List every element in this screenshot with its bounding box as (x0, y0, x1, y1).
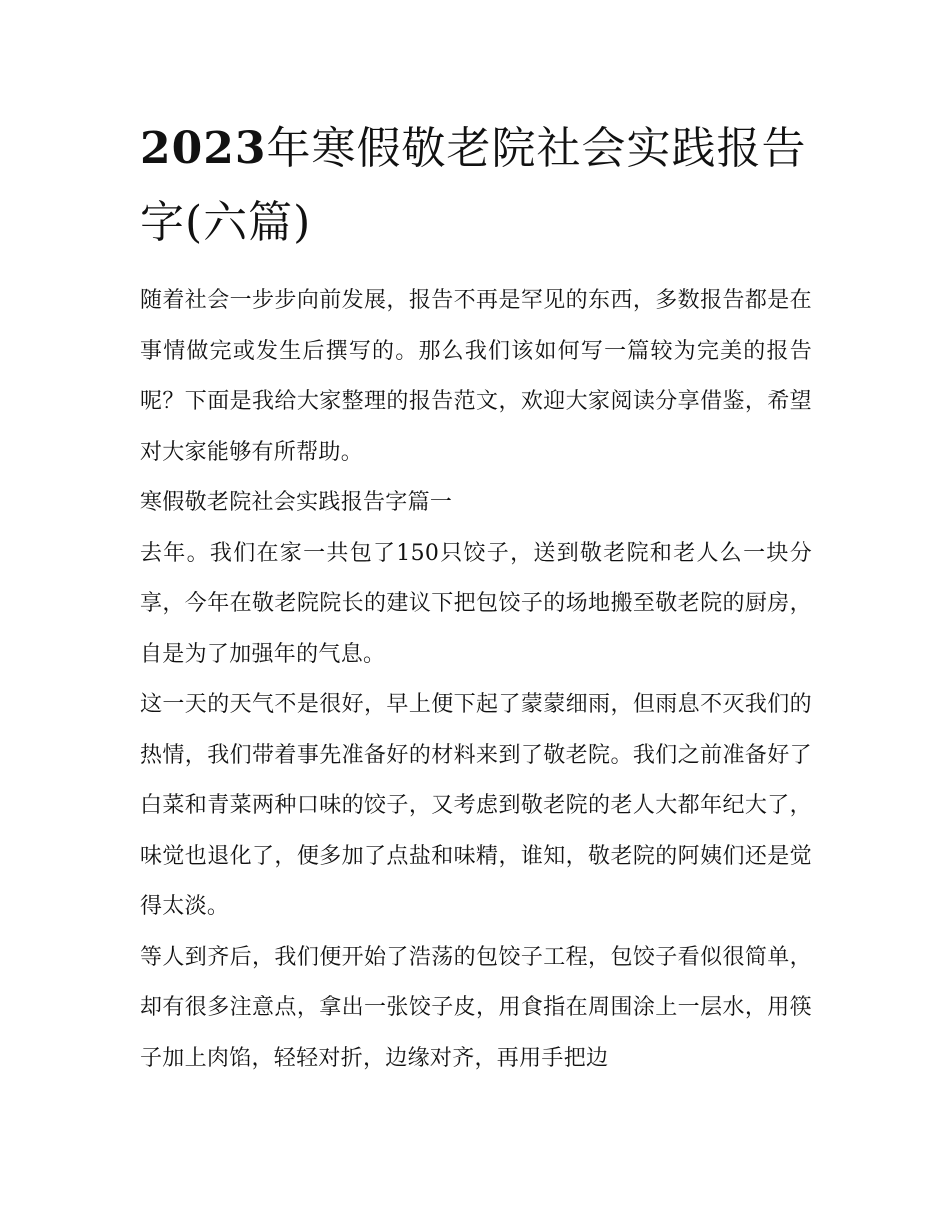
document-body (140, 276, 812, 1084)
document-title (140, 112, 812, 260)
title-text: 年寒假敬老院社会实践报告字(六篇) (140, 123, 807, 248)
intro-paragraph: 随着社会一步步向前发展，报告不再是罕见的东西，多数报告都是在事情做完或发生后撰写的。那么我们该如何写一篇较为完美的报告呢？下面是我给大家整理的报告范文，欢迎大家阅读分享借鉴，希望对大家能够有所帮助。 (140, 288, 812, 465)
body-paragraph: 去年。我们在家一共包了150只饺子，送到敬老院和老人么一块分享，今年在敬老院院长的建议下把包饺子的场地搬至敬老院的厨房，自是为了加强年的气息。 (140, 540, 812, 667)
document-page (140, 112, 812, 1084)
body-paragraph: 等人到齐后，我们便开始了浩荡的包饺子工程，包饺子看似很简单，却有很多注意点，拿出一张饺子皮，用食指在周围涂上一层水，用筷子加上肉馅，轻轻对折，边缘对齐，再用手把边 (140, 944, 812, 1071)
section-heading: 寒假敬老院社会实践报告字篇一 (140, 490, 453, 515)
body-paragraph: 这一天的天气不是很好，早上便下起了蒙蒙细雨，但雨息不灭我们的热情，我们带着事先准备好的材料来到了敬老院。我们之前准备好了白菜和青菜两种口味的饺子，又考虑到敬老院的老人大都年纪大了，味觉也退化了，便多加了点盐和味精，谁知，敬老院的阿姨们还是觉得太淡。 (140, 692, 812, 919)
title-year: 2023 (140, 123, 267, 174)
